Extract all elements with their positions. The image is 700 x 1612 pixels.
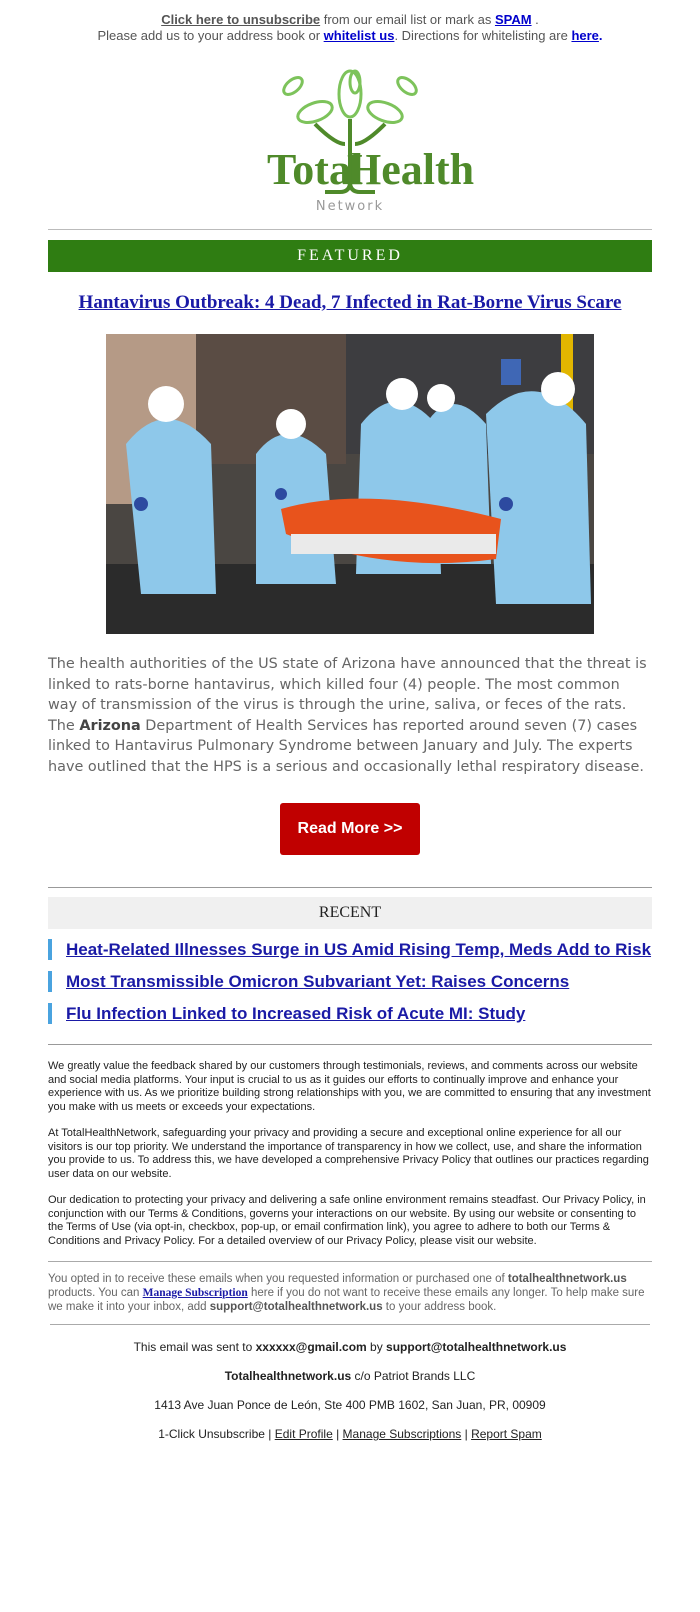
- optin-text: products. You can: [48, 1287, 143, 1299]
- optin-domain: totalhealthnetwork.us: [507, 1273, 627, 1285]
- logo-text-health: Health: [347, 145, 475, 194]
- here-link[interactable]: here: [571, 28, 599, 43]
- legal-paragraph-feedback: We greatly value the feedback shared by our customers through testimonials, reviews, and comments across our website and social media platforms. Your input is crucial to us as it guides our efforts to continually improve and enhance your experience with us. As we prioritize building strong relationships with you, we are committed to ensuring that any investment you make with us meets or exceeds your expectations.: [48, 1060, 651, 1113]
- divider: [48, 1261, 652, 1262]
- divider: [48, 887, 652, 888]
- read-more-button[interactable]: Read More >>: [280, 803, 420, 855]
- manage-subscriptions-link[interactable]: Manage Subscriptions: [342, 1427, 462, 1441]
- list-item: [48, 1003, 652, 1024]
- footer-links: [0, 1427, 700, 1441]
- featured-banner: FEATURED: [48, 240, 652, 272]
- summary-bold: Arizona: [79, 717, 141, 734]
- hazmat-workers-photo-icon: [106, 334, 594, 634]
- one-click-unsubscribe[interactable]: 1-Click Unsubscribe: [158, 1427, 265, 1441]
- featured-headline-link[interactable]: Hantavirus Outbreak: 4 Dead, 7 Infected in Rat-Borne Virus Scare: [78, 292, 622, 313]
- directions-text: . Directions for whitelisting are: [394, 28, 572, 43]
- by-text: by: [366, 1340, 387, 1354]
- optin-text: You opted in to receive these emails when you requested information or purchased one of: [48, 1273, 508, 1285]
- logo-text-network: Network: [315, 199, 385, 214]
- period: .: [531, 12, 539, 27]
- recent-article-link[interactable]: Flu Infection Linked to Increased Risk of Acute MI: Study: [66, 1004, 526, 1023]
- recent-article-link[interactable]: Most Transmissible Omicron Subvariant Yet: Raises Concerns: [66, 972, 570, 991]
- optin-text: to your address book.: [382, 1301, 497, 1313]
- summary-text-1: The health authorities of the US state of Arizona have announced that the threat is linked to rats-borne hantavirus, which killed four (4) people. The most common way of transmission of the virus is through the urine, saliva, or feces of the rats. The: [48, 656, 647, 734]
- sender-email: support@totalhealthnetwork.us: [386, 1340, 567, 1354]
- divider: [50, 1324, 650, 1325]
- whitelist-link[interactable]: whitelist us: [323, 28, 395, 43]
- separator: |: [461, 1427, 472, 1441]
- logo-text-total: Total: [267, 145, 364, 194]
- featured-image[interactable]: [106, 334, 594, 634]
- summary-text-2: Department of Health Services has reported around seven (7) cases linked to Hantavirus Pulmonary Syndrome between January and July. The experts have outlined that the HPS is a serious and occasionally lethal respiratory disease.: [48, 717, 644, 775]
- address-line: 1413 Ave Juan Ponce de León, Ste 400 PMB 1602, San Juan, PR, 00909: [154, 1398, 546, 1412]
- opt-in-notice: [48, 1272, 652, 1314]
- company-name: Totalhealthnetwork.us: [224, 1369, 352, 1383]
- top-notice: [0, 0, 700, 44]
- company-rest: c/o Patriot Brands LLC: [351, 1369, 476, 1383]
- edit-profile-link[interactable]: Edit Profile: [274, 1427, 333, 1441]
- optin-text: here if you do not want to receive these emails any longer. To help make sure we make it into your inbox, add: [48, 1287, 645, 1313]
- recent-article-link[interactable]: Heat-Related Illnesses Surge in US Amid Rising Temp, Meds Add to Risk: [66, 940, 652, 959]
- recipient-email: xxxxxx@gmail.com: [255, 1340, 367, 1354]
- separator: |: [332, 1427, 343, 1441]
- separator: |: [264, 1427, 275, 1441]
- company-line: [0, 1369, 700, 1383]
- recent-articles-list: [48, 939, 652, 1024]
- legal-text: [48, 1060, 652, 1248]
- brand-logo[interactable]: [255, 64, 475, 219]
- unsubscribe-link[interactable]: Click here to unsubscribe: [161, 12, 321, 27]
- divider: [48, 1044, 652, 1045]
- recent-banner: RECENT: [48, 897, 652, 929]
- sent-to-text: This email was sent to: [133, 1340, 256, 1354]
- unsubscribe-text: from our email list or mark as: [320, 12, 495, 27]
- report-spam-link[interactable]: Report Spam: [471, 1427, 542, 1441]
- divider: [48, 229, 652, 230]
- footer: [0, 1340, 700, 1441]
- manage-subscription-link[interactable]: Manage Subscription: [142, 1287, 248, 1299]
- leaf-logo-icon: [255, 64, 475, 219]
- featured-summary: [48, 654, 652, 777]
- list-item: [48, 939, 652, 960]
- sent-to-line: [0, 1340, 700, 1354]
- address-book-text: Please add us to your address book or: [97, 28, 324, 43]
- spam-link[interactable]: SPAM: [494, 12, 532, 27]
- list-item: [48, 971, 652, 992]
- period: .: [598, 28, 603, 43]
- optin-email: support@totalhealthnetwork.us: [209, 1301, 383, 1313]
- legal-paragraph-privacy: At TotalHealthNetwork, safeguarding your privacy and providing a secure and exceptional online experience for all our visitors is our top priority. We understand the importance of transparency in how we collect, use, and share the information you provide to us. To address this, we have developed a comprehensive Privacy Policy that outlines our practices regarding user data on our website.: [48, 1127, 649, 1180]
- legal-paragraph-terms: Our dedication to protecting your privacy and delivering a safe online environment remains steadfast. Our Privacy Policy, in conjunction with our Terms & Conditions, governs your interactions on our website. By using our website or consenting to the Terms of Use (via opt-in, checkbox, pop-up, or email confirmation link), you agree to adhere to both our Terms & Conditions and Privacy Policy. For a detailed overview of our Privacy Policy, please visit our website.: [48, 1194, 646, 1247]
